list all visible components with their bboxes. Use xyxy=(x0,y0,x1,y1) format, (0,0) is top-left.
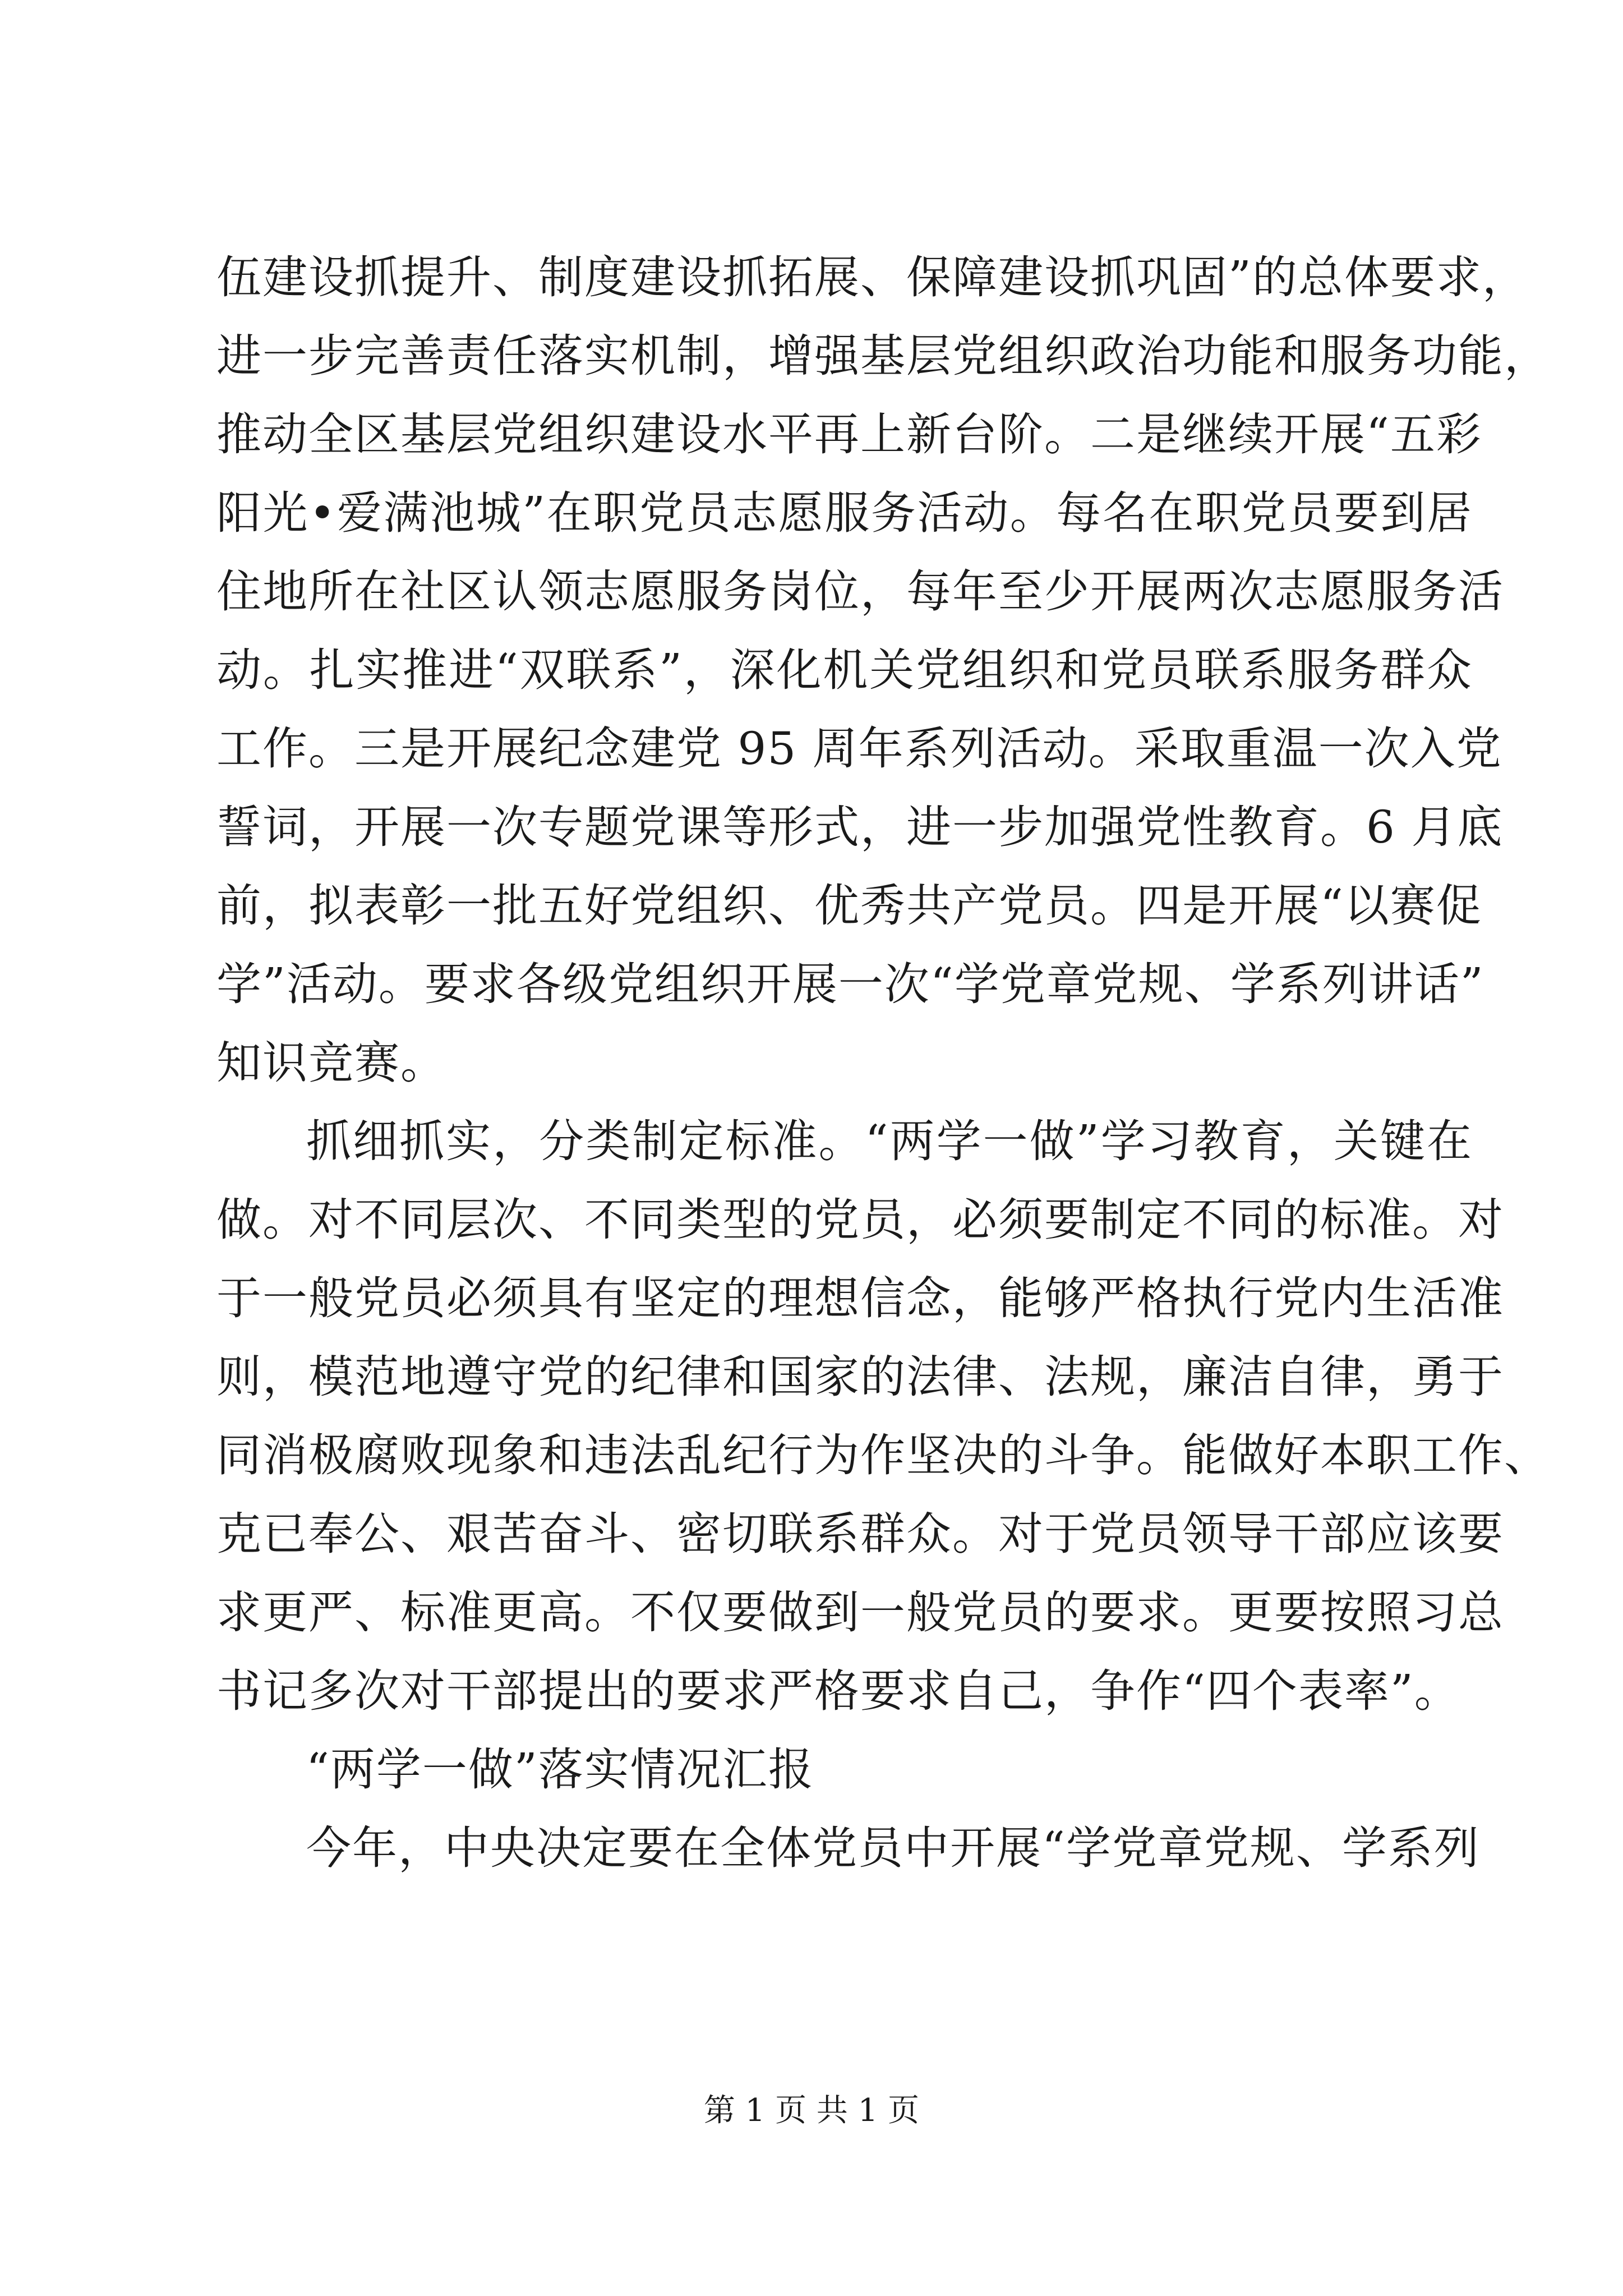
text-line: 学”活动。要求各级党组织开展一次“学党章党规、学系列讲话” xyxy=(216,958,1484,1010)
text-line: 知识竞赛。 xyxy=(216,1037,446,1089)
text-line: 做。对不同层次、不同类型的党员，必须要制定不同的标准。对 xyxy=(216,1194,1504,1246)
text-line: 前，拟表彰一批五好党组织、优秀共产党员。四是开展“以赛促 xyxy=(216,880,1482,932)
page-footer: 第 1 页 共 1 页 xyxy=(703,2092,920,2129)
text-line: 伍建设抓提升、制度建设抓拓展、保障建设抓巩固”的总体要求， xyxy=(216,251,1528,303)
text-line: 推动全区基层党组织建设水平再上新台阶。二是继续开展“五彩 xyxy=(216,408,1482,461)
text-line: 抓细抓实，分类制定标准。“两学一做”学习教育，关键在 xyxy=(306,1115,1473,1167)
text-line: 求更严、标准更高。不仅要做到一般党员的要求。更要按照习总 xyxy=(216,1586,1504,1639)
text-line: 同消极腐败现象和违法乱纪行为作坚决的斗争。能做好本职工作、 xyxy=(216,1429,1550,1481)
text-line: 书记多次对干部提出的要求严格要求自己，争作“四个表率”。 xyxy=(216,1665,1460,1717)
text-line: 动。扎实推进“双联系”，深化机关党组织和党员联系服务群众 xyxy=(216,644,1473,696)
body-text xyxy=(216,238,1550,1888)
text-line: 阳光•爱满池城”在职党员志愿服务活动。每名在职党员要到居 xyxy=(216,487,1473,539)
text-line: 则，模范地遵守党的纪律和国家的法律、法规，廉洁自律，勇于 xyxy=(216,1351,1504,1403)
text-line: 克已奉公、艰苦奋斗、密切联系群众。对于党员领导干部应该要 xyxy=(216,1508,1504,1560)
text-line: 进一步完善责任落实机制，增强基层党组织政治功能和服务功能， xyxy=(216,330,1550,382)
text-line: 誓词，开展一次专题党课等形式，进一步加强党性教育。6 月底 xyxy=(216,801,1504,853)
text-line: 于一般党员必须具有坚定的理想信念，能够严格执行党内生活准 xyxy=(216,1272,1504,1324)
text-line: 工作。三是开展纪念建党 95 周年系列活动。采取重温一次入党 xyxy=(216,723,1502,775)
text-line: 住地所在社区认领志愿服务岗位，每年至少开展两次志愿服务活 xyxy=(216,565,1504,618)
section-heading: “两学一做”落实情况汇报 xyxy=(306,1743,814,1796)
text-line: 今年，中央决定要在全体党员中开展“学党章党规、学系列 xyxy=(306,1822,1480,1874)
